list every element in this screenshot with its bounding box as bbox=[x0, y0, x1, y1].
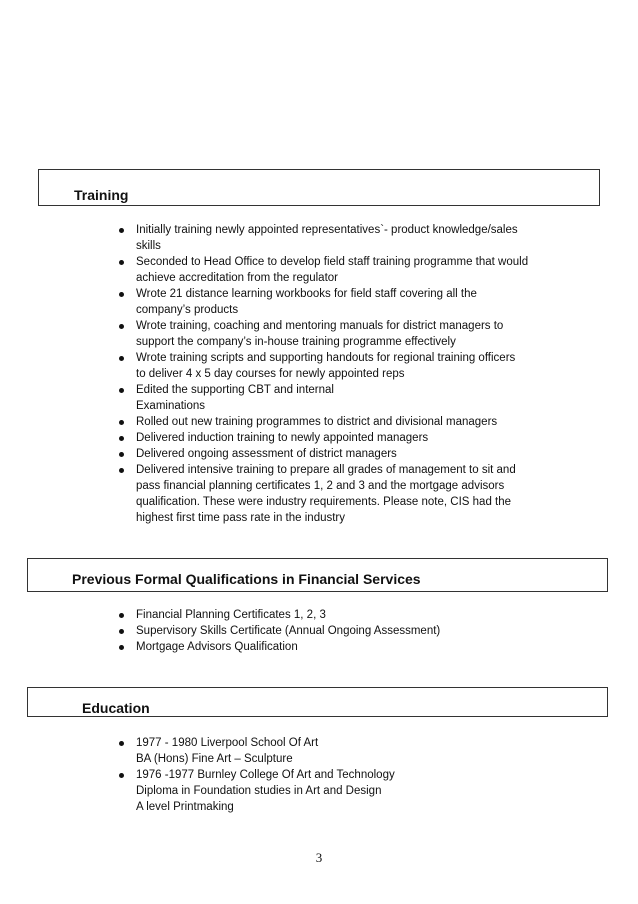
bullet-text-line: Wrote training, coaching and mentoring manuals for district managers to bbox=[136, 320, 504, 332]
qualifications-list bbox=[119, 607, 589, 655]
bullet-text-line: Diploma in Foundation studies in Art and Design bbox=[136, 785, 382, 797]
bullet-text-line: support the company’s in-house training programme effectively bbox=[136, 336, 456, 348]
bullet-item bbox=[119, 639, 589, 655]
bullet-item bbox=[119, 735, 589, 767]
bullet-text-line: Mortgage Advisors Qualification bbox=[136, 641, 298, 653]
bullet-text-line: 1976 -1977 Burnley College Of Art and Technology bbox=[136, 769, 395, 781]
bullet-text-line: Financial Planning Certificates 1, 2, 3 bbox=[136, 609, 326, 621]
page-number: 3 bbox=[315, 850, 323, 865]
bullet-text-line: skills bbox=[136, 240, 161, 252]
bullet-item bbox=[119, 222, 589, 254]
bullet-text-line: Wrote 21 distance learning workbooks for field staff covering all the bbox=[136, 288, 477, 300]
bullet-item bbox=[119, 462, 589, 526]
bullet-item bbox=[119, 446, 589, 462]
bullet-item bbox=[119, 430, 589, 446]
bullet-item bbox=[119, 382, 589, 414]
bullet-item bbox=[119, 286, 589, 318]
bullet-item bbox=[119, 318, 589, 350]
bullet-item bbox=[119, 607, 589, 623]
bullet-text-line: Delivered ongoing assessment of district managers bbox=[136, 448, 397, 460]
bullet-text-line: to deliver 4 x 5 day courses for newly appointed reps bbox=[136, 368, 405, 380]
bullet-item bbox=[119, 254, 589, 286]
bullet-text-line: Delivered intensive training to prepare all grades of management to sit and bbox=[136, 464, 516, 476]
bullet-text-line: A level Printmaking bbox=[136, 801, 234, 813]
bullet-text-line: highest first time pass rate in the industry bbox=[136, 512, 346, 524]
bullet-text-line: 1977 - 1980 Liverpool School Of Art bbox=[136, 737, 319, 749]
bullet-text-line: achieve accreditation from the regulator bbox=[136, 272, 338, 284]
bullet-text-line: Delivered induction training to newly appointed managers bbox=[136, 432, 429, 444]
bullet-text-line: Wrote training scripts and supporting handouts for regional training officers bbox=[136, 352, 516, 364]
bullet-item bbox=[119, 767, 589, 815]
bullet-text-line: Examinations bbox=[136, 400, 206, 412]
training-heading: Training bbox=[74, 187, 129, 203]
bullet-text-line: Initially training newly appointed representatives`- product knowledge/sales bbox=[136, 224, 518, 236]
education-heading: Education bbox=[82, 700, 150, 716]
bullet-item bbox=[119, 350, 589, 382]
bullet-item bbox=[119, 623, 589, 639]
training-list bbox=[119, 222, 589, 526]
bullet-text-line: pass financial planning certificates 1, 2 and 3 and the mortgage advisors bbox=[136, 480, 505, 492]
bullet-text-line: qualification. These were industry requirements. Please note, CIS had the bbox=[136, 496, 512, 508]
bullet-text-line: Supervisory Skills Certificate (Annual Ongoing Assessment) bbox=[136, 625, 441, 637]
bullet-item bbox=[119, 414, 589, 430]
education-list bbox=[119, 735, 589, 815]
bullet-text-line: BA (Hons) Fine Art – Sculpture bbox=[136, 753, 293, 765]
bullet-text-line: Rolled out new training programmes to district and divisional managers bbox=[136, 416, 498, 428]
bullet-text-line: Seconded to Head Office to develop field staff training programme that would bbox=[136, 256, 529, 268]
bullet-text-line: company’s products bbox=[136, 304, 239, 316]
qualifications-heading: Previous Formal Qualifications in Financial Services bbox=[72, 571, 421, 587]
bullet-text-line: Edited the supporting CBT and internal bbox=[136, 384, 334, 396]
